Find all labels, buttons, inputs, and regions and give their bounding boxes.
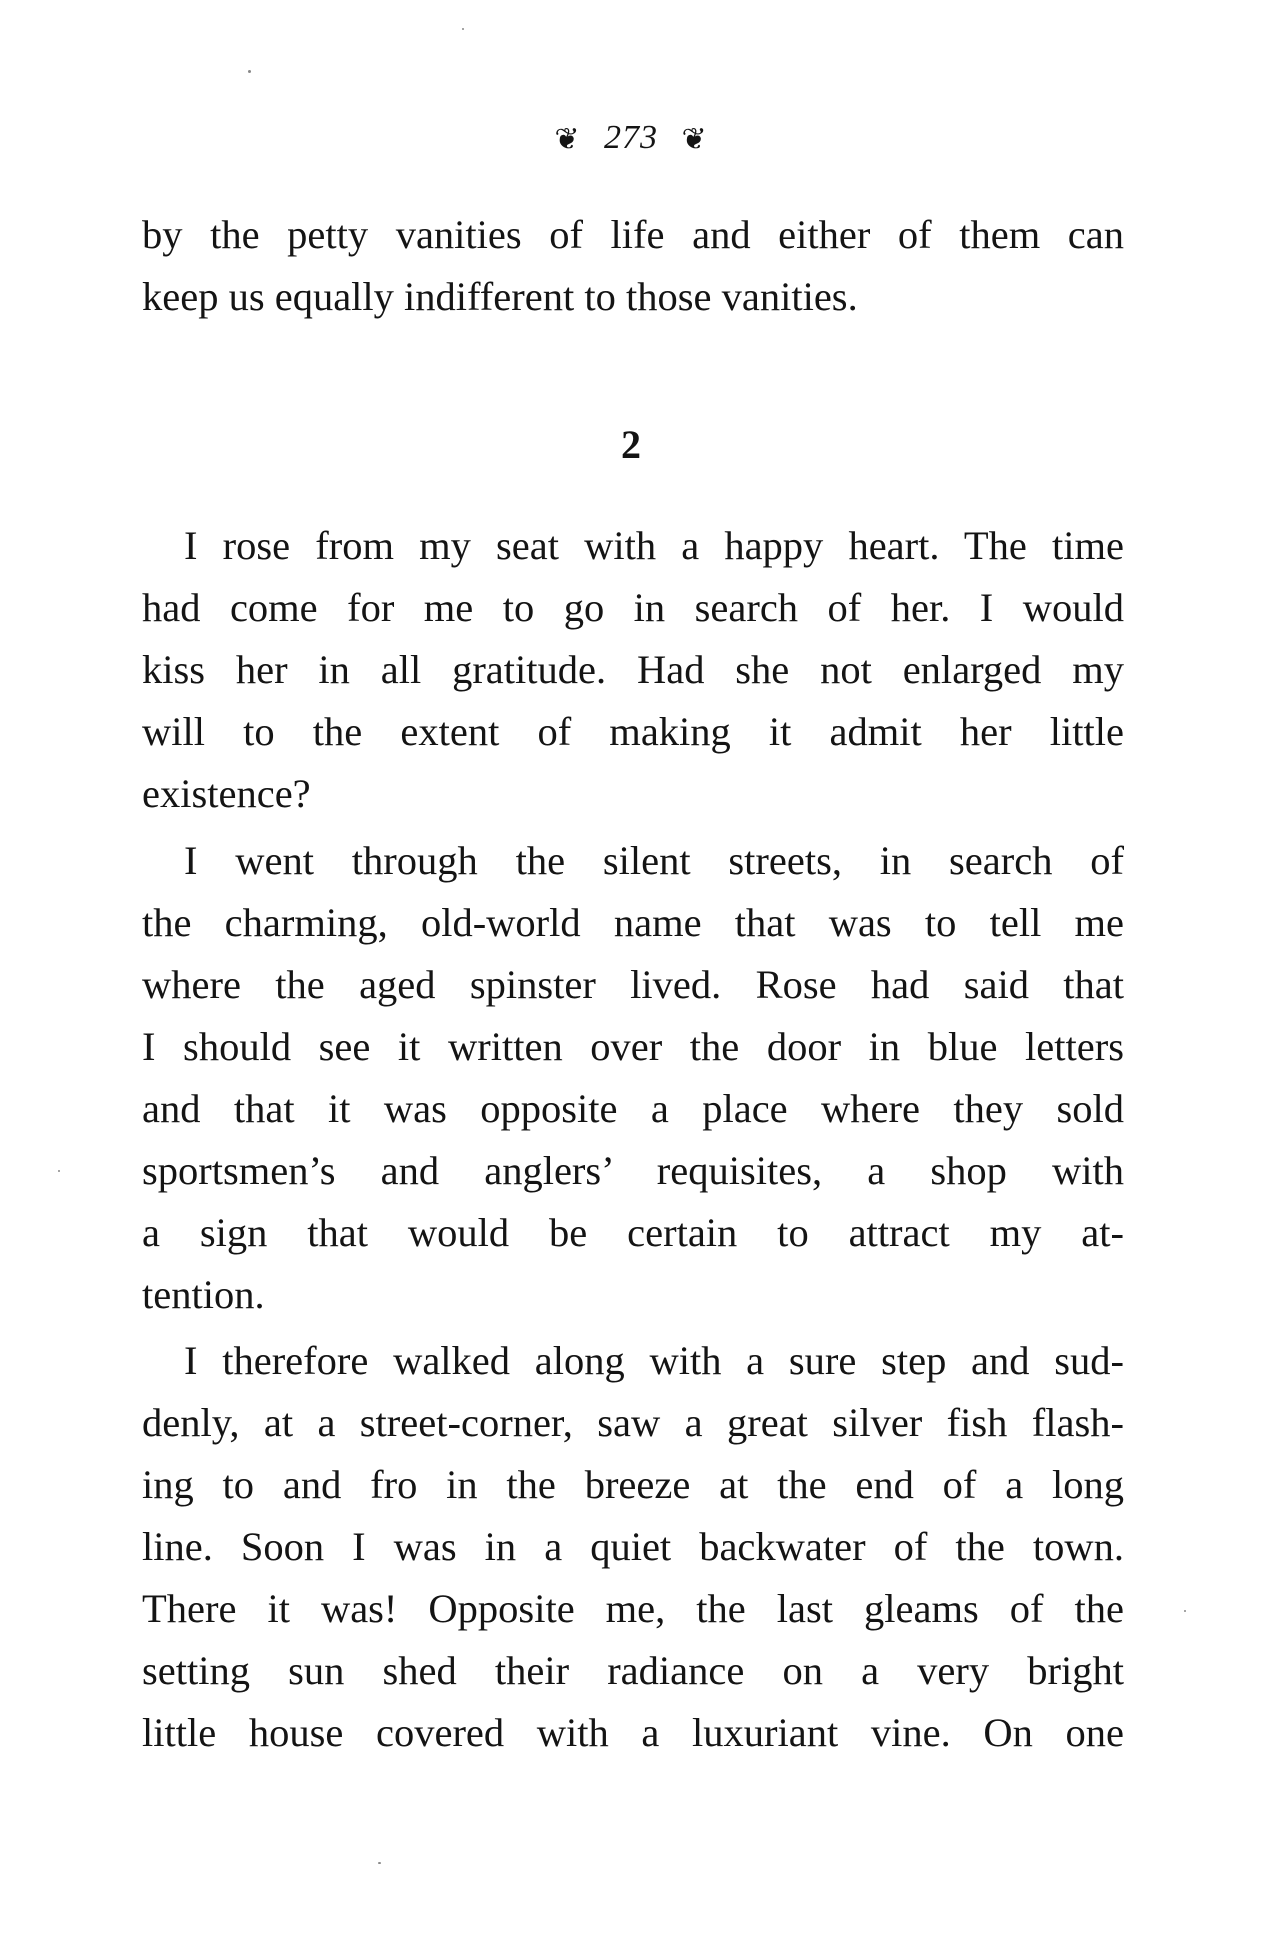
text-line: line. Soon I was in a quiet backwater of the town. xyxy=(142,1524,1124,1569)
paragraph-continuation xyxy=(142,204,1124,328)
scan-speck xyxy=(378,1862,381,1864)
text-line: where the aged spinster lived. Rose had said that xyxy=(142,962,1124,1007)
paragraph-3 xyxy=(142,1330,1124,1764)
scan-speck xyxy=(248,70,251,73)
text-line: by the petty vanities of life and either of them can xyxy=(142,212,1124,257)
left-ornament-icon: ❦ xyxy=(554,123,581,157)
text-line: denly, at a street-corner, saw a great silver fish flash- xyxy=(142,1400,1124,1445)
text-line: I went through the silent streets, in search of xyxy=(184,838,1124,883)
page-header xyxy=(0,118,1262,160)
text-line: I therefore walked along with a sure step and sud- xyxy=(184,1338,1124,1383)
text-line: I should see it written over the door in blue letters xyxy=(142,1024,1124,1069)
right-ornament-icon: ❦ xyxy=(681,123,708,157)
text-line: setting sun shed their radiance on a very bright xyxy=(142,1648,1124,1693)
text-line: keep us equally indifferent to those vanities. xyxy=(142,274,858,319)
text-line: I rose from my seat with a happy heart. The time xyxy=(184,523,1124,568)
section-number: 2 xyxy=(621,422,641,467)
text-line: tention. xyxy=(142,1272,265,1317)
paragraph-2 xyxy=(142,830,1124,1326)
text-line: had come for me to go in search of her. I would xyxy=(142,585,1124,630)
scan-speck xyxy=(462,28,464,30)
text-line: There it was! Opposite me, the last gleams of the xyxy=(142,1586,1124,1631)
text-line: and that it was opposite a place where they sold xyxy=(142,1086,1124,1131)
scan-speck xyxy=(1184,1610,1186,1612)
paragraph-1 xyxy=(142,515,1124,825)
text-line: a sign that would be certain to attract my at- xyxy=(142,1210,1124,1255)
text-line: ing to and fro in the breeze at the end of a long xyxy=(142,1462,1124,1507)
text-line: sportsmen’s and anglers’ requisites, a shop with xyxy=(142,1148,1124,1193)
text-line: existence? xyxy=(142,771,311,816)
scan-speck xyxy=(58,1170,60,1172)
text-line: will to the extent of making it admit her little xyxy=(142,709,1124,754)
text-line: kiss her in all gratitude. Had she not enlarged my xyxy=(142,647,1124,692)
text-line: the charming, old-world name that was to tell me xyxy=(142,900,1124,945)
text-line: little house covered with a luxuriant vine. On one xyxy=(142,1710,1124,1755)
page-number: 273 xyxy=(604,119,658,156)
